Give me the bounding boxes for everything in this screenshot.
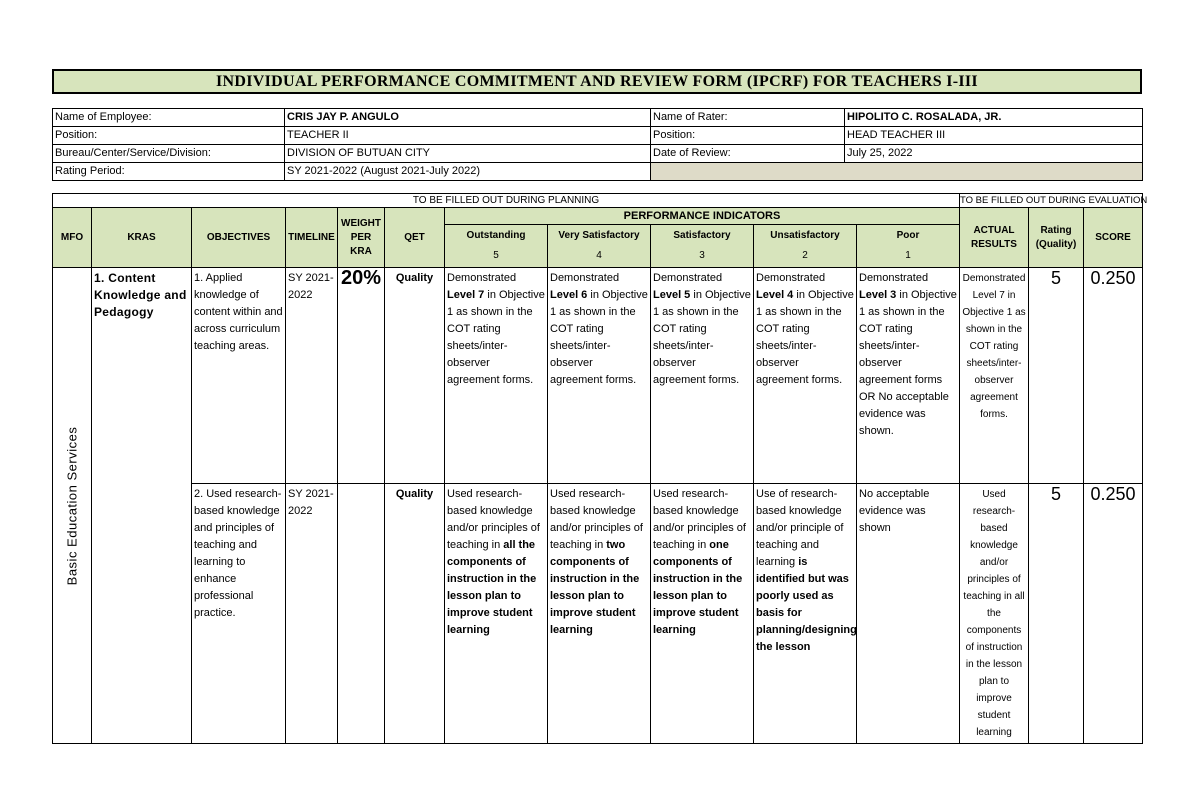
objective-1: 1. Applied knowledge of content within and across curriculum teaching areas. [192,268,286,484]
indicator-2-poor: No acceptable evidence was shown [857,484,960,744]
indicator-1-very-satisfactory: Demonstrated Level 6 in Objective 1 as shown in the COT rating sheets/inter-observer agreement forms. [548,268,651,484]
indicator-1-poor: Demonstrated Level 3 in Objective 1 as shown in the COT rating sheets/inter-observer agreement forms OR No acceptable evidence was shown. [857,268,960,484]
planning-caption: TO BE FILLED OUT DURING PLANNING [53,194,960,208]
actual-result-1: Demonstrated Level 7 in Objective 1 as shown in the COT rating sheets/inter-observer agreement forms. [960,268,1029,484]
weight-value: 20% [338,268,385,484]
level-poor-header [857,225,960,268]
indicator-1-outstanding: Demonstrated Level 7 in Objective 1 as shown in the COT rating sheets/inter-observer agreement forms. [445,268,548,484]
performance-table [52,193,1148,744]
review-date-label: Date of Review: [651,145,845,163]
rating-2: 5 [1029,484,1084,744]
performance-indicators-header: PERFORMANCE INDICATORS [445,208,960,225]
position-label: Position: [53,127,285,145]
level-outstanding-header [445,225,548,268]
timeline-header: TIMELINE [286,208,338,268]
indicator-2-unsatisfactory: Use of research-based knowledge and/or principle of teaching and learning is identified but was poorly used as basis for planning/designing the lesson [754,484,857,744]
rater-name-label: Name of Rater: [651,109,845,127]
rating-1: 5 [1029,268,1084,484]
kras-header: KRAS [92,208,192,268]
evaluation-caption: TO BE FILLED OUT DURING EVALUATION [960,195,1148,206]
qet-1: Quality [385,268,445,484]
level-number: 1 [905,250,911,261]
weight-2-empty [338,484,385,744]
level-satisfactory-header [651,225,754,268]
employee-name-value: CRIS JAY P. ANGULO [285,109,651,127]
bureau-value: DIVISION OF BUTUAN CITY [285,145,651,163]
level-name: Very Satisfactory [558,230,640,241]
bureau-label: Bureau/Center/Service/Division: [53,145,285,163]
rater-position-label: Position: [651,127,845,145]
objective-2: 2. Used research-based knowledge and principles of teaching and learning to enhance professional practice. [192,484,286,744]
rater-position-value: HEAD TEACHER III [845,127,1143,145]
rater-name-value: HIPOLITO C. ROSALADA, JR. [845,109,1143,127]
indicator-2-outstanding: Used research-based knowledge and/or principles of teaching in all the components of instruction in the lesson plan to improve student learning [445,484,548,744]
level-number: 2 [802,250,808,261]
actual-result-2: Used research-based knowledge and/or principles of teaching in all the components of instruction in the lesson plan to improve student learning [960,484,1029,744]
level-name: Unsatisfactory [770,230,840,241]
objectives-header: OBJECTIVES [192,208,286,268]
rating-header: Rating (Quality) [1029,208,1084,268]
timeline-2: SY 2021-2022 [286,484,338,744]
mfo-text: Basic Education Services [64,426,80,585]
review-date-value: July 25, 2022 [845,145,1143,163]
weight-header: WEIGHT PER KRA [338,208,385,268]
level-number: 4 [596,250,602,261]
kra-cell: 1. Content Knowledge and Pedagogy [92,268,192,744]
indicator-2-satisfactory: Used research-based knowledge and/or principles of teaching in one components of instruction in the lesson plan to improve student learning [651,484,754,744]
actual-results-header: ACTUAL RESULTS [960,208,1029,268]
score-header: SCORE [1084,208,1143,268]
rating-period-label: Rating Period: [53,163,285,181]
level-very-satisfactory-header [548,225,651,268]
employee-info-table [52,108,1143,181]
position-value: TEACHER II [285,127,651,145]
qet-2: Quality [385,484,445,744]
indicator-1-unsatisfactory: Demonstrated Level 4 in Objective 1 as shown in the COT rating sheets/inter-observer agreement forms. [754,268,857,484]
mfo-cell [53,268,92,744]
level-name: Poor [896,230,920,241]
timeline-1: SY 2021-2022 [286,268,338,484]
mfo-header: MFO [53,208,92,268]
indicator-2-very-satisfactory: Used research-based knowledge and/or principles of teaching in two components of instruction in the lesson plan to improve student learning [548,484,651,744]
level-number: 3 [699,250,705,261]
score-2: 0.250 [1084,484,1143,744]
level-name: Satisfactory [673,230,731,241]
blank-shaded-cell [651,163,1143,181]
qet-header: QET [385,208,445,268]
employee-name-label: Name of Employee: [53,109,285,127]
form-title: INDIVIDUAL PERFORMANCE COMMITMENT AND REVIEW FORM (IPCRF) FOR TEACHERS I-III [52,69,1142,94]
level-name: Outstanding [466,230,526,241]
level-number: 5 [493,250,499,261]
indicator-1-satisfactory: Demonstrated Level 5 in Objective 1 as shown in the COT rating sheets/inter-observer agreement forms. [651,268,754,484]
score-1: 0.250 [1084,268,1143,484]
level-unsatisfactory-header [754,225,857,268]
rating-period-value: SY 2021-2022 (August 2021-July 2022) [285,163,651,181]
